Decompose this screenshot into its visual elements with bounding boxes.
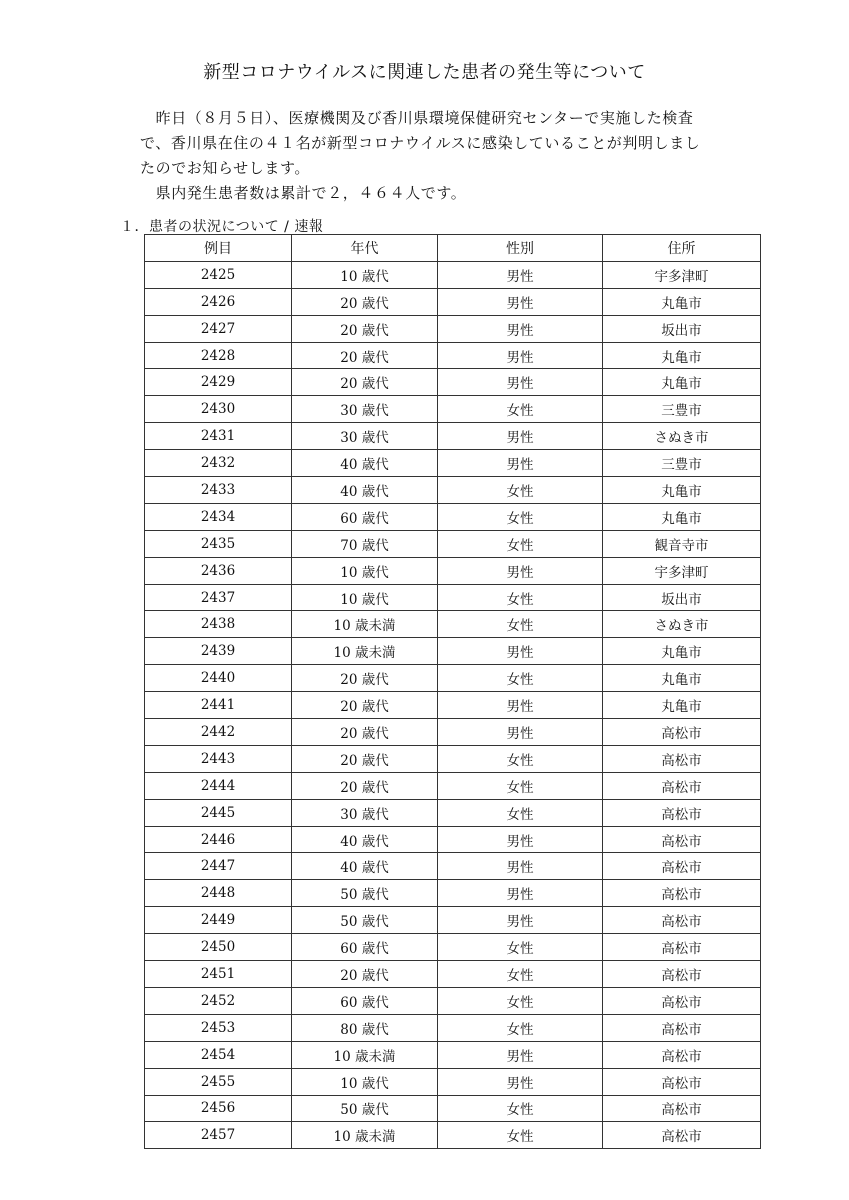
sex-cell: 女性 xyxy=(438,772,603,799)
age-group-cell: 60 歳代 xyxy=(292,987,438,1014)
sex-cell: 女性 xyxy=(438,584,603,611)
table-row xyxy=(145,1122,761,1149)
table-row xyxy=(145,503,761,530)
age-group-cell: 50 歳代 xyxy=(292,880,438,907)
header-sex: 性別 xyxy=(438,235,603,262)
sex-cell: 男性 xyxy=(438,450,603,477)
residence-cell: 坂出市 xyxy=(603,315,761,342)
table-row xyxy=(145,423,761,450)
residence-cell: さぬき市 xyxy=(603,423,761,450)
case-number-cell: 2440 xyxy=(145,665,292,692)
patient-table xyxy=(144,234,761,1149)
case-number-cell: 2434 xyxy=(145,503,292,530)
case-number-cell: 2437 xyxy=(145,584,292,611)
sex-cell: 女性 xyxy=(438,1095,603,1122)
age-group-cell: 30 歳代 xyxy=(292,423,438,450)
table-row xyxy=(145,557,761,584)
residence-cell: 高松市 xyxy=(603,745,761,772)
case-number-cell: 2435 xyxy=(145,530,292,557)
residence-cell: 高松市 xyxy=(603,1095,761,1122)
case-number-cell: 2457 xyxy=(145,1122,292,1149)
case-number-cell: 2452 xyxy=(145,987,292,1014)
sex-cell: 男性 xyxy=(438,692,603,719)
table-row xyxy=(145,450,761,477)
sex-cell: 男性 xyxy=(438,638,603,665)
sex-cell: 男性 xyxy=(438,826,603,853)
table-row xyxy=(145,611,761,638)
residence-cell: 丸亀市 xyxy=(603,665,761,692)
sex-cell: 女性 xyxy=(438,396,603,423)
table-row xyxy=(145,584,761,611)
age-group-cell: 40 歳代 xyxy=(292,450,438,477)
residence-cell: 三豊市 xyxy=(603,450,761,477)
case-number-cell: 2445 xyxy=(145,799,292,826)
age-group-cell: 10 歳代 xyxy=(292,557,438,584)
age-group-cell: 20 歳代 xyxy=(292,665,438,692)
table-row xyxy=(145,719,761,746)
sex-cell: 男性 xyxy=(438,261,603,288)
residence-cell: 丸亀市 xyxy=(603,503,761,530)
table-row xyxy=(145,396,761,423)
residence-cell: 高松市 xyxy=(603,826,761,853)
residence-cell: 高松市 xyxy=(603,961,761,988)
residence-cell: 高松市 xyxy=(603,880,761,907)
age-group-cell: 10 歳代 xyxy=(292,261,438,288)
residence-cell: 宇多津町 xyxy=(603,261,761,288)
table-row xyxy=(145,961,761,988)
residence-cell: 高松市 xyxy=(603,934,761,961)
age-group-cell: 60 歳代 xyxy=(292,934,438,961)
sex-cell: 女性 xyxy=(438,934,603,961)
age-group-cell: 20 歳代 xyxy=(292,288,438,315)
age-group-cell: 20 歳代 xyxy=(292,719,438,746)
sex-cell: 男性 xyxy=(438,719,603,746)
intro-line: たのでお知らせします。 xyxy=(140,159,310,177)
sex-cell: 女性 xyxy=(438,1014,603,1041)
sex-cell: 女性 xyxy=(438,665,603,692)
case-number-cell: 2431 xyxy=(145,423,292,450)
residence-cell: 高松市 xyxy=(603,987,761,1014)
age-group-cell: 70 歳代 xyxy=(292,530,438,557)
header-residence: 住所 xyxy=(603,235,761,262)
table-row xyxy=(145,369,761,396)
page-title: 新型コロナウイルスに関連した患者の発生等について xyxy=(203,62,646,83)
table-row xyxy=(145,342,761,369)
case-number-cell: 2427 xyxy=(145,315,292,342)
sex-cell: 女性 xyxy=(438,799,603,826)
residence-cell: 丸亀市 xyxy=(603,342,761,369)
intro-line: 昨日（８月５日）、医療機関及び香川県環境保健研究センターで実施した検査 xyxy=(140,109,694,127)
age-group-cell: 20 歳代 xyxy=(292,961,438,988)
residence-cell: 三豊市 xyxy=(603,396,761,423)
header-case-number: 例目 xyxy=(145,235,292,262)
table-row xyxy=(145,799,761,826)
table-header-row xyxy=(145,235,761,262)
sex-cell: 男性 xyxy=(438,315,603,342)
table-row xyxy=(145,853,761,880)
case-number-cell: 2447 xyxy=(145,853,292,880)
table-row xyxy=(145,477,761,504)
residence-cell: 高松市 xyxy=(603,1014,761,1041)
residence-cell: 高松市 xyxy=(603,907,761,934)
residence-cell: 丸亀市 xyxy=(603,288,761,315)
table-row xyxy=(145,1014,761,1041)
sex-cell: 男性 xyxy=(438,907,603,934)
table-row xyxy=(145,315,761,342)
sex-cell: 男性 xyxy=(438,1068,603,1095)
intro-paragraph xyxy=(140,106,760,206)
residence-cell: 観音寺市 xyxy=(603,530,761,557)
case-number-cell: 2453 xyxy=(145,1014,292,1041)
residence-cell: さぬき市 xyxy=(603,611,761,638)
sex-cell: 男性 xyxy=(438,557,603,584)
header-age-group: 年代 xyxy=(292,235,438,262)
sex-cell: 男性 xyxy=(438,342,603,369)
age-group-cell: 20 歳代 xyxy=(292,745,438,772)
table-row xyxy=(145,1068,761,1095)
residence-cell: 丸亀市 xyxy=(603,692,761,719)
age-group-cell: 50 歳代 xyxy=(292,1095,438,1122)
residence-cell: 高松市 xyxy=(603,719,761,746)
residence-cell: 高松市 xyxy=(603,1041,761,1068)
age-group-cell: 20 歳代 xyxy=(292,772,438,799)
age-group-cell: 20 歳代 xyxy=(292,315,438,342)
table-row xyxy=(145,987,761,1014)
age-group-cell: 30 歳代 xyxy=(292,396,438,423)
table-row xyxy=(145,772,761,799)
residence-cell: 高松市 xyxy=(603,853,761,880)
sex-cell: 男性 xyxy=(438,423,603,450)
case-number-cell: 2456 xyxy=(145,1095,292,1122)
residence-cell: 高松市 xyxy=(603,772,761,799)
case-number-cell: 2428 xyxy=(145,342,292,369)
sex-cell: 女性 xyxy=(438,611,603,638)
table-row xyxy=(145,826,761,853)
age-group-cell: 10 歳代 xyxy=(292,584,438,611)
sex-cell: 女性 xyxy=(438,961,603,988)
case-number-cell: 2425 xyxy=(145,261,292,288)
residence-cell: 高松市 xyxy=(603,1122,761,1149)
age-group-cell: 20 歳代 xyxy=(292,369,438,396)
case-number-cell: 2454 xyxy=(145,1041,292,1068)
case-number-cell: 2449 xyxy=(145,907,292,934)
case-number-cell: 2441 xyxy=(145,692,292,719)
case-number-cell: 2446 xyxy=(145,826,292,853)
table-body xyxy=(145,261,761,1148)
case-number-cell: 2426 xyxy=(145,288,292,315)
case-number-cell: 2450 xyxy=(145,934,292,961)
age-group-cell: 20 歳代 xyxy=(292,342,438,369)
sex-cell: 男性 xyxy=(438,1041,603,1068)
table-row xyxy=(145,638,761,665)
sex-cell: 男性 xyxy=(438,369,603,396)
case-number-cell: 2448 xyxy=(145,880,292,907)
sex-cell: 男性 xyxy=(438,288,603,315)
sex-cell: 女性 xyxy=(438,477,603,504)
section-heading: １．患者の状況について / 速報 xyxy=(120,219,324,235)
table-row xyxy=(145,665,761,692)
table-row xyxy=(145,1041,761,1068)
age-group-cell: 60 歳代 xyxy=(292,503,438,530)
age-group-cell: 40 歳代 xyxy=(292,826,438,853)
table-row xyxy=(145,907,761,934)
residence-cell: 高松市 xyxy=(603,1068,761,1095)
age-group-cell: 80 歳代 xyxy=(292,1014,438,1041)
case-number-cell: 2436 xyxy=(145,557,292,584)
case-number-cell: 2430 xyxy=(145,396,292,423)
age-group-cell: 10 歳未満 xyxy=(292,638,438,665)
age-group-cell: 40 歳代 xyxy=(292,853,438,880)
residence-cell: 宇多津町 xyxy=(603,557,761,584)
table-row xyxy=(145,745,761,772)
case-number-cell: 2455 xyxy=(145,1068,292,1095)
intro-line: で、香川県在住の４１名が新型コロナウイルスに感染していることが判明しまし xyxy=(140,134,701,152)
age-group-cell: 10 歳代 xyxy=(292,1068,438,1095)
table-row xyxy=(145,288,761,315)
case-number-cell: 2439 xyxy=(145,638,292,665)
table-row xyxy=(145,530,761,557)
table-row xyxy=(145,880,761,907)
table-row xyxy=(145,934,761,961)
age-group-cell: 20 歳代 xyxy=(292,692,438,719)
residence-cell: 坂出市 xyxy=(603,584,761,611)
total-cases-line: 県内発生患者数は累計で２，４６４人です。 xyxy=(140,184,467,202)
sex-cell: 男性 xyxy=(438,880,603,907)
sex-cell: 男性 xyxy=(438,853,603,880)
sex-cell: 女性 xyxy=(438,1122,603,1149)
case-number-cell: 2443 xyxy=(145,745,292,772)
residence-cell: 高松市 xyxy=(603,799,761,826)
age-group-cell: 50 歳代 xyxy=(292,907,438,934)
sex-cell: 女性 xyxy=(438,503,603,530)
age-group-cell: 10 歳未満 xyxy=(292,1122,438,1149)
case-number-cell: 2451 xyxy=(145,961,292,988)
residence-cell: 丸亀市 xyxy=(603,477,761,504)
case-number-cell: 2444 xyxy=(145,772,292,799)
table-row xyxy=(145,1095,761,1122)
residence-cell: 丸亀市 xyxy=(603,369,761,396)
age-group-cell: 30 歳代 xyxy=(292,799,438,826)
age-group-cell: 10 歳未満 xyxy=(292,611,438,638)
age-group-cell: 40 歳代 xyxy=(292,477,438,504)
sex-cell: 女性 xyxy=(438,987,603,1014)
case-number-cell: 2438 xyxy=(145,611,292,638)
sex-cell: 女性 xyxy=(438,745,603,772)
case-number-cell: 2433 xyxy=(145,477,292,504)
sex-cell: 女性 xyxy=(438,530,603,557)
table-row xyxy=(145,692,761,719)
case-number-cell: 2432 xyxy=(145,450,292,477)
residence-cell: 丸亀市 xyxy=(603,638,761,665)
age-group-cell: 10 歳未満 xyxy=(292,1041,438,1068)
case-number-cell: 2442 xyxy=(145,719,292,746)
table-row xyxy=(145,261,761,288)
case-number-cell: 2429 xyxy=(145,369,292,396)
